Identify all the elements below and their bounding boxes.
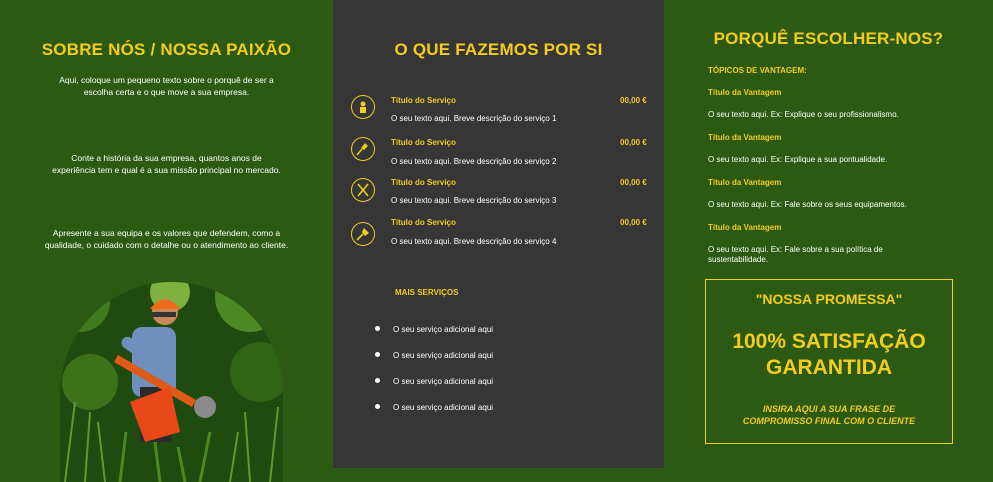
list-item: O seu serviço adicional aqui <box>393 325 494 334</box>
advantage-title: Título da Vantagem <box>708 133 782 142</box>
advantage-title: Título da Vantagem <box>708 88 782 97</box>
advantage-title: Título da Vantagem <box>708 223 782 232</box>
gardener-photo <box>60 282 283 482</box>
advantage-title: Título da Vantagem <box>708 178 782 187</box>
shears-icon <box>351 178 375 202</box>
about-paragraph-1: Aqui, coloque um pequeno texto sobre o porquê de ser a escolha certa e o que move a sua empresa. <box>59 75 274 97</box>
service-price: 00,00 € <box>620 138 647 147</box>
advantage-text: O seu texto aqui. Ex: Explique o seu profissionalismo. <box>708 110 899 119</box>
bullet <box>375 404 380 409</box>
about-paragraph-3: Apresente a sua equipa e os valores que defendem, como a qualidade, o cuidado com o detalhe ou o atendimento ao cliente. <box>44 228 289 250</box>
service-title: Título do Serviço <box>391 178 456 187</box>
service-description: O seu texto aqui. Breve descrição do serviço 2 <box>391 157 557 166</box>
list-item: O seu serviço adicional aqui <box>393 403 494 412</box>
advantage-text: O seu texto aqui. Ex: Explique a sua pontualidade. <box>708 155 888 164</box>
service-price: 00,00 € <box>620 178 647 187</box>
service-description: O seu texto aqui. Breve descrição do serviço 1 <box>391 114 557 123</box>
promise-subtitle: INSIRA AQUI A SUA FRASE DE COMPROMISSO FINAL COM O CLIENTE <box>742 404 916 426</box>
promise-title: "NOSSA PROMESSA" <box>755 291 903 307</box>
trowel-icon <box>351 222 375 246</box>
service-title: Título do Serviço <box>391 138 456 147</box>
about-paragraph-2: Conte a história da sua empresa, quantos anos de experiência tem e qual é a sua missão principal no mercado. <box>52 153 281 175</box>
service-title: Título do Serviço <box>391 218 456 227</box>
bullet <box>375 378 380 383</box>
service-price: 00,00 € <box>620 96 647 105</box>
bullet <box>375 326 380 331</box>
about-panel <box>0 0 333 468</box>
services-title: O QUE FAZEMOS POR SI <box>394 40 603 59</box>
promise-box <box>705 279 953 444</box>
service-description: O seu texto aqui. Breve descrição do serviço 3 <box>391 196 557 205</box>
services-panel <box>333 0 664 468</box>
service-description: O seu texto aqui. Breve descrição do serviço 4 <box>391 237 557 246</box>
service-title: Título do Serviço <box>391 96 456 105</box>
bullet <box>375 352 380 357</box>
list-item: O seu serviço adicional aqui <box>393 351 494 360</box>
more-services-title: MAIS SERVIÇOS <box>395 288 459 297</box>
advantage-text: O seu texto aqui. Ex: Fale sobre a sua política de sustentabilidade. <box>708 245 883 264</box>
list-item: O seu serviço adicional aqui <box>393 377 494 386</box>
topics-label: TÓPICOS DE VANTAGEM: <box>708 66 807 75</box>
satisfaction-guarantee: 100% SATISFAÇÃO GARANTIDA <box>732 330 926 379</box>
advantage-text: O seu texto aqui. Ex: Fale sobre os seus equipamentos. <box>708 200 907 209</box>
service-price: 00,00 € <box>620 218 647 227</box>
why-title: PORQUÊ ESCOLHER-NOS? <box>713 29 944 48</box>
why-us-panel <box>664 0 993 468</box>
about-title: SOBRE NÓS / NOSSA PAIXÃO <box>41 40 292 59</box>
worker-icon <box>351 95 375 119</box>
shovel-icon <box>351 137 375 161</box>
